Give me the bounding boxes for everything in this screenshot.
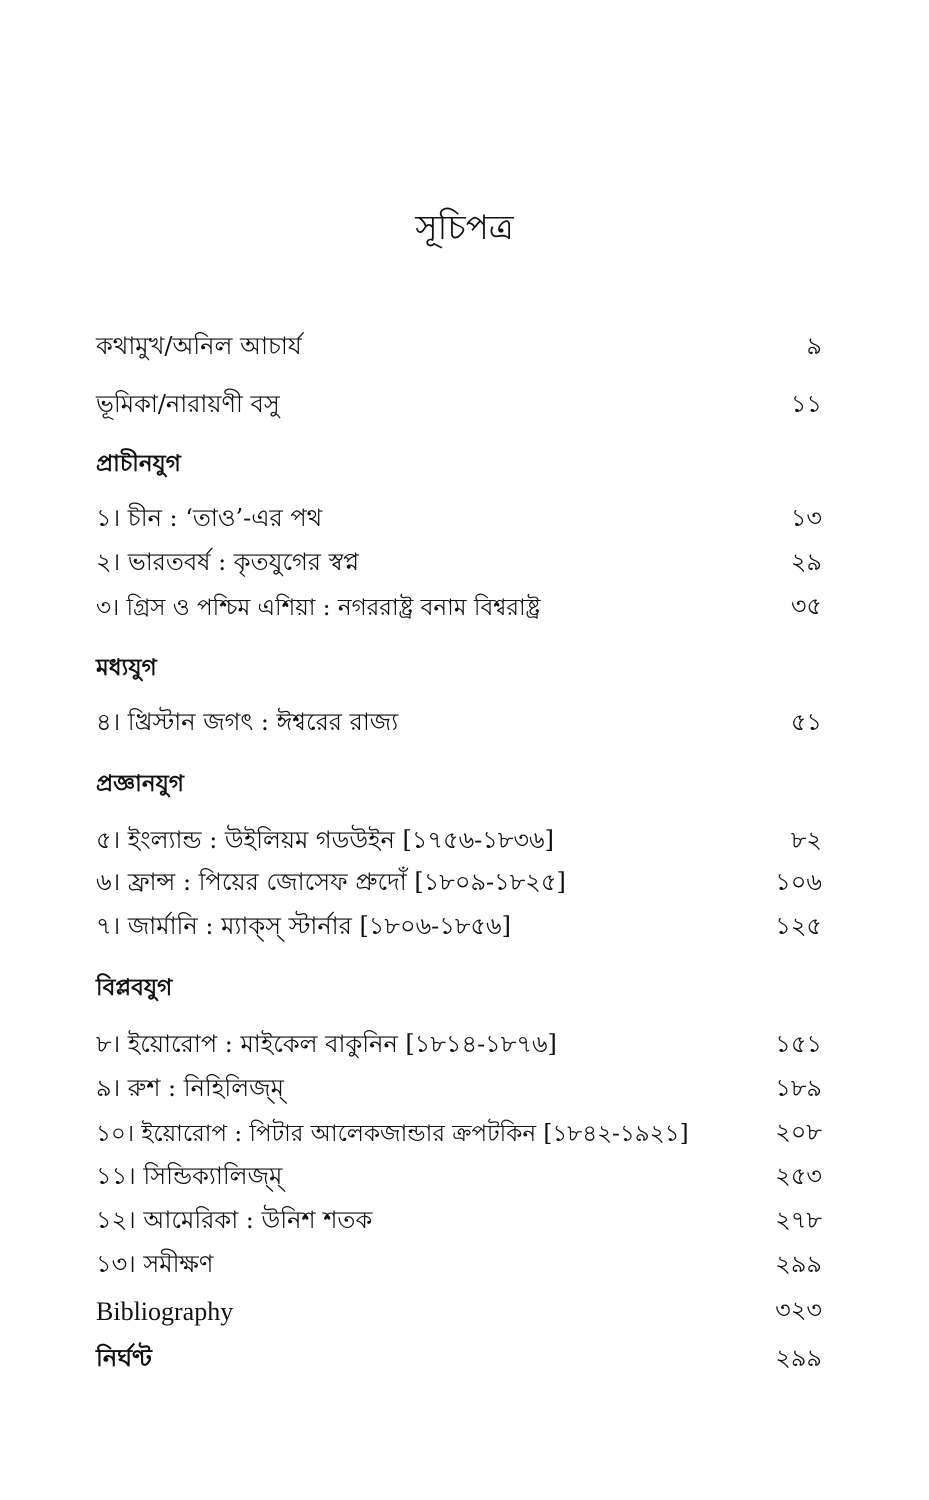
toc-entry-label: ১৩। সমীক্ষণ	[96, 1250, 214, 1278]
toc-entry-label: ৭। জার্মানি : ম্যাক্স্ স্টার্নার [১৮০৬-১৮৫৬]	[96, 912, 511, 940]
toc-entry-foreword[interactable]	[96, 330, 822, 366]
toc-entry-page: ২০৮	[775, 1118, 822, 1146]
toc-entry-page: ১৮৯	[775, 1074, 822, 1102]
toc-entry-label: নির্ঘণ্ট	[96, 1343, 152, 1372]
toc-entry-label: ৪। খ্রিস্টান জগৎ : ঈশ্বরের রাজ্য	[96, 708, 399, 736]
toc-entry-page: ১০৬	[775, 868, 822, 896]
page-title: সূচিপত্র	[415, 208, 514, 248]
toc-entry-introduction[interactable]	[96, 388, 822, 424]
section-heading-enlightenment: প্রজ্ঞানযুগ	[96, 769, 184, 797]
toc-entry[interactable]	[96, 706, 822, 742]
toc-entry-label: ১০। ইয়োরোপ : পিটার আলেকজান্ডার ক্রপটকিন [১৮৪২-১৯২১]	[96, 1120, 689, 1147]
toc-entry[interactable]	[96, 1028, 822, 1064]
toc-entry-label: ৩। গ্রিস ও পশ্চিম এশিয়া : নগররাষ্ট্র বনাম বিশ্বরাষ্ট্র	[96, 594, 541, 621]
toc-entry[interactable]	[96, 1204, 822, 1240]
section-heading-medieval: মধ্যযুগ	[96, 653, 157, 681]
toc-entry[interactable]	[96, 1116, 822, 1152]
toc-entry-label: ৯। রুশ : নিহিলিজ্ম্	[96, 1074, 284, 1102]
toc-entry-label: ১১। সিন্ডিক্যালিজ্ম্	[96, 1162, 283, 1190]
toc-entry[interactable]	[96, 1248, 822, 1284]
toc-entry-page: ১৩	[790, 504, 822, 532]
toc-entry-label: ৫। ইংল্যান্ড : উইলিয়ম গডউইন [১৭৫৬-১৮৩৬]	[96, 826, 555, 854]
toc-entry-label: ৮। ইয়োরোপ : মাইকেল বাকুনিন [১৮১৪-১৮৭৬]	[96, 1030, 557, 1058]
toc-entry-page: ২৯৯	[775, 1344, 822, 1372]
toc-entry-label: ১। চীন : ‘তাও’-এর পথ	[96, 504, 323, 532]
toc-entry-bibliography[interactable]	[96, 1294, 822, 1330]
toc-entry[interactable]	[96, 590, 822, 626]
toc-entry[interactable]	[96, 502, 822, 538]
toc-entry-label: ৬। ফ্রান্স : পিয়ের জোসেফ প্রুদোঁ [১৮০৯-১৮২৫]	[96, 868, 566, 896]
toc-entry[interactable]	[96, 824, 822, 860]
section-heading-ancient: প্রাচীনযুগ	[96, 449, 181, 477]
toc-entry-page: ২৫৩	[775, 1162, 822, 1190]
toc-entry[interactable]	[96, 546, 822, 582]
toc-entry-label: ২। ভারতবর্ষ : কৃতযুগের স্বপ্ন	[96, 548, 360, 576]
toc-entry-label: Bibliography	[96, 1297, 234, 1326]
toc-entry[interactable]	[96, 1160, 822, 1196]
toc-entry-label: ভূমিকা/নারায়ণী বসু	[96, 390, 280, 418]
toc-entry-page: ৩২৩	[775, 1296, 822, 1324]
toc-entry-page: ১১	[790, 390, 822, 418]
toc-entry-page: ৫১	[790, 708, 822, 736]
toc-entry[interactable]	[96, 910, 822, 946]
toc-entry-page: ৩৫	[790, 592, 822, 620]
toc-entry-page: ২৭৮	[775, 1206, 822, 1234]
toc-entry-index[interactable]	[96, 1342, 822, 1378]
toc-entry-page: ১৫১	[775, 1030, 822, 1058]
toc-entry-page: ৮২	[790, 826, 822, 854]
toc-entry-page: ২৯৯	[775, 1250, 822, 1278]
toc-entry[interactable]	[96, 866, 822, 902]
toc-entry-page: ১২৫	[775, 912, 822, 940]
toc-entry[interactable]	[96, 1072, 822, 1108]
toc-entry-label: কথামুখ/অনিল আচার্য	[96, 332, 302, 360]
toc-entry-label: ১২। আমেরিকা : উনিশ শতক	[96, 1206, 373, 1234]
toc-entry-page: ২৯	[790, 548, 822, 576]
section-heading-revolution: বিপ্লবযুগ	[96, 973, 173, 1001]
toc-entry-page: ৯	[806, 332, 822, 360]
